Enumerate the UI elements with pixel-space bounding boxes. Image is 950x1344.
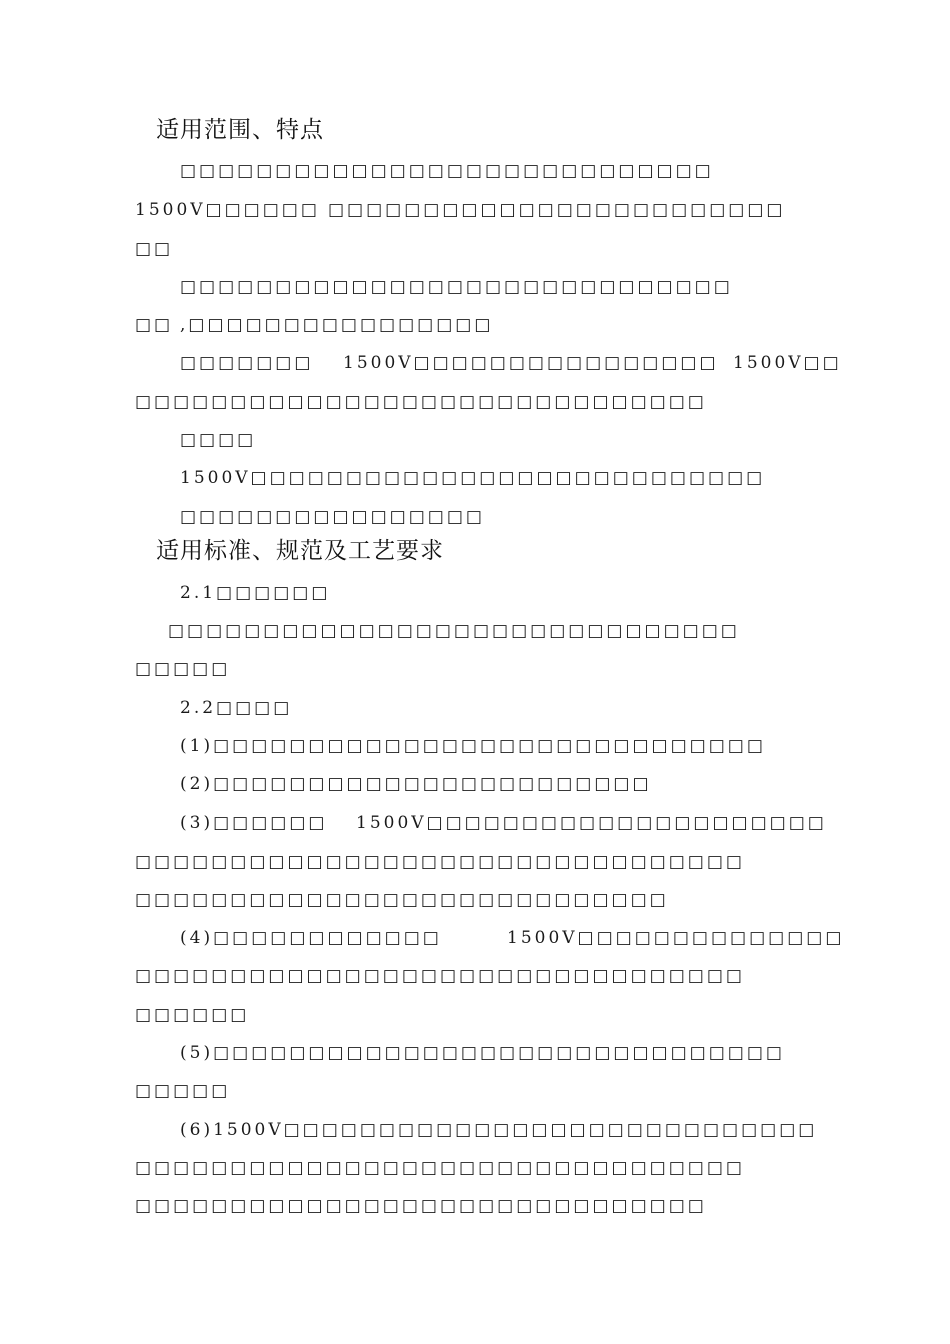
paragraph-line: 1500V□□□□□□□□□□□□□□□□□□□□□ [356, 813, 827, 833]
paragraph-line: □□□□□ [135, 659, 231, 679]
paragraph-line: □□□□□□□□□□□□□□□□□□□□□□□□□□□□□□ [135, 392, 707, 412]
paragraph-line: □□□□□ [135, 1081, 231, 1101]
paragraph-line: □□□□□□□ [180, 353, 314, 373]
paragraph-line: □□□□□□□□□□□□□□□□□□□□□□□□□□□□□□□□ [135, 966, 745, 986]
paragraph-line: □□□□□□□□□□□□□□□□□□□□□□□□□□□□□□□□ [135, 852, 745, 872]
paragraph-line: □□□□□□□□□□□□□□□□ [180, 507, 485, 527]
paragraph-line: □□□□□□□□□□□□□□□□□□□□□□□□ [328, 200, 786, 220]
subsection-heading: 2.2□□□□ [180, 698, 293, 718]
paragraph-line: 1500V□□□□□□□□□□□□□□□□ [343, 353, 719, 373]
paragraph-line: 1500V□□ [733, 353, 842, 373]
paragraph-line: 1500V□□□□□□ [135, 200, 320, 220]
list-item: (2)□□□□□□□□□□□□□□□□□□□□□□□ [180, 774, 652, 794]
subsection-heading: 2.1□□□□□□ [180, 583, 331, 603]
paragraph-line: 1500V□□□□□□□□□□□□□□ [507, 928, 845, 948]
paragraph-line: □□□□□□□□□□□□□□□□□□□□□□□□□□□□ [135, 890, 669, 910]
paragraph-line: □□□□□□□□□□□□□□□□□□□□□□□□□□□□ [180, 161, 714, 181]
section-heading-scope: 适用范围、特点 [156, 117, 324, 143]
paragraph-line: □□□□□□□□□□□□□□□□□□□□□□□□□□□□□ [180, 277, 733, 297]
list-item: (4)□□□□□□□□□□□□ [180, 928, 442, 948]
paragraph-line: □□ [135, 239, 174, 259]
paragraph-line: □□□□□□□□□□□□□□□□□□□□□□□□□□□□□□ [135, 1196, 707, 1216]
paragraph-line: □□□□□□ [135, 1005, 250, 1025]
paragraph-line: 1500V□□□□□□□□□□□□□□□□□□□□□□□□□□□ [180, 468, 766, 488]
list-item: (3)□□□□□□ [180, 813, 328, 833]
paragraph-line: □□ [135, 315, 174, 335]
paragraph-line: □□□□□□□□□□□□□□□□□□□□□□□□□□□□□□□□ [135, 1158, 745, 1178]
paragraph-line: □□□□□□□□□□□□□□□□□□□□□□□□□□□□□□ [168, 621, 740, 641]
section-heading-standards: 适用标准、规范及工艺要求 [156, 538, 444, 564]
paragraph-line: □□□□ [180, 430, 257, 450]
paragraph-line: ,□□□□□□□□□□□□□□□□ [180, 315, 494, 335]
list-item: (1)□□□□□□□□□□□□□□□□□□□□□□□□□□□□□ [180, 736, 766, 756]
list-item: (5)□□□□□□□□□□□□□□□□□□□□□□□□□□□□□□ [180, 1043, 785, 1063]
list-item: (6)1500V□□□□□□□□□□□□□□□□□□□□□□□□□□□□ [180, 1120, 818, 1140]
